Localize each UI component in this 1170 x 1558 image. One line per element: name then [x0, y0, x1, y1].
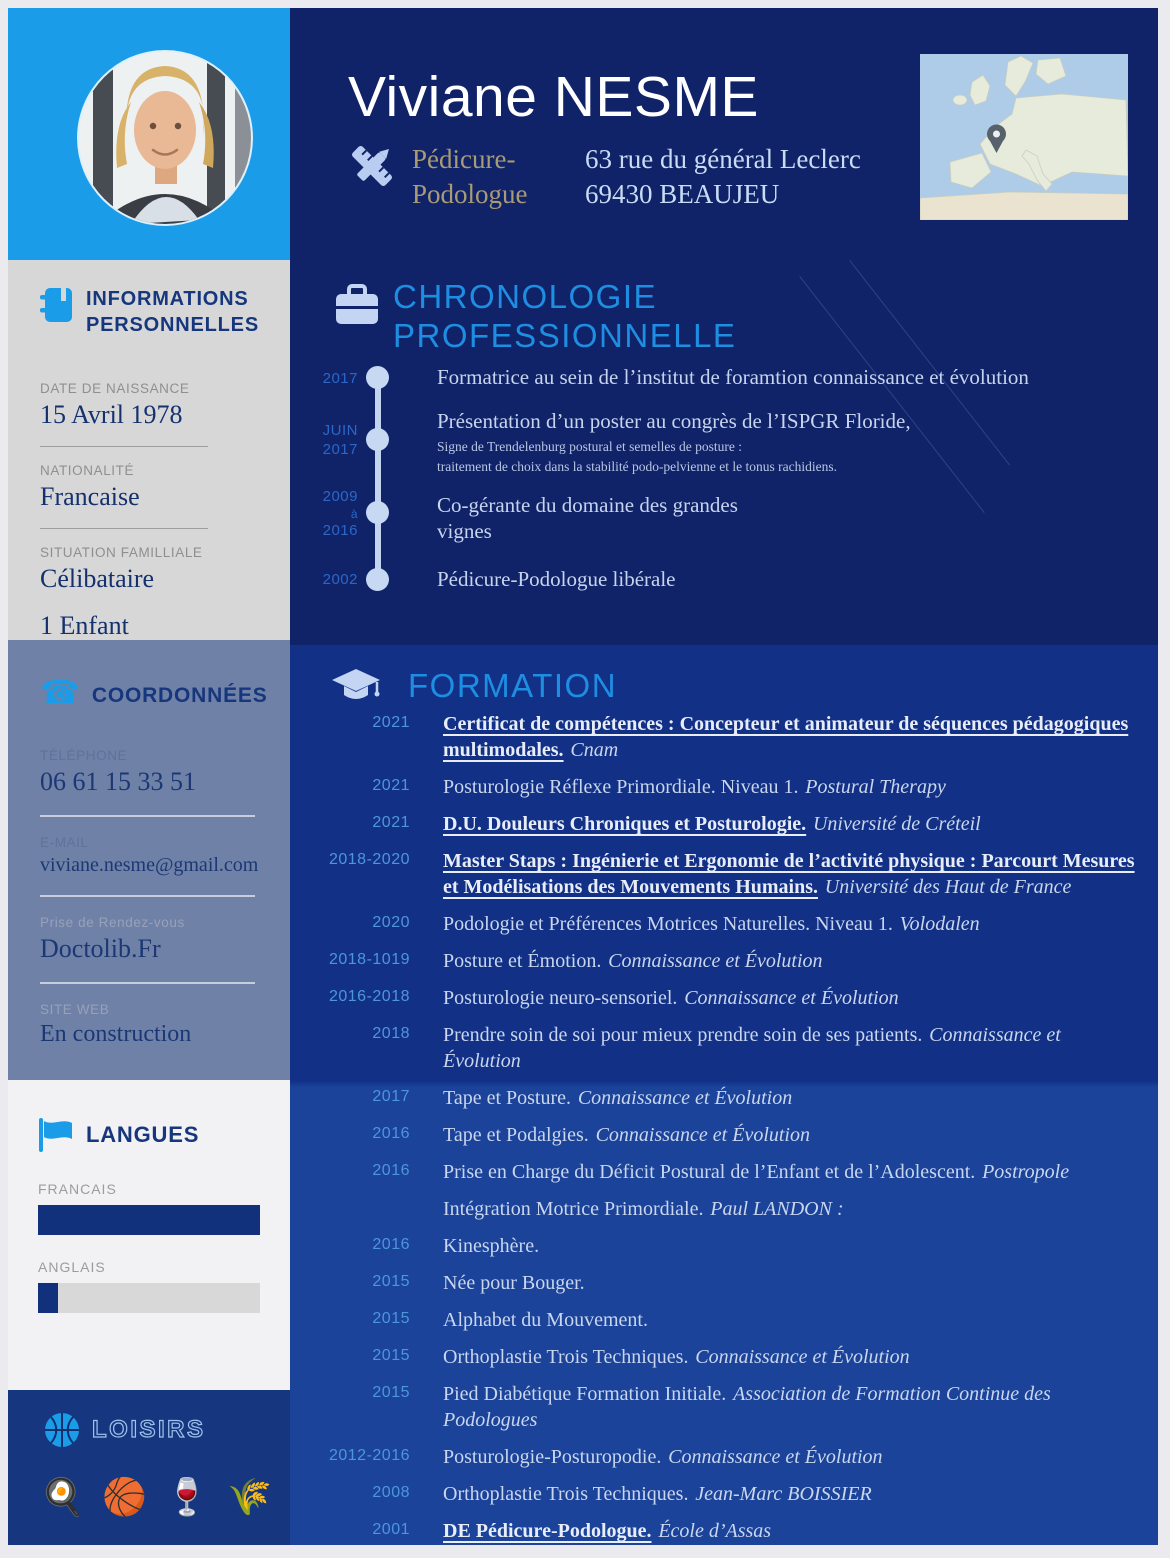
chronology-year: JUIN 2017: [322, 422, 358, 458]
booking-label: Prise de Rendez-vous: [40, 914, 185, 930]
phone-label: TÉLÉPHONE: [40, 747, 128, 763]
chronology-text: Formatrice au sein de l’institut de foramtion connaissance et évolution: [437, 365, 1029, 389]
divider: [40, 982, 255, 984]
divider: [40, 528, 208, 529]
formation-item: [323, 1196, 1135, 1222]
formation-text: Prise en Charge du Déficit Postural de l’Enfant et de l’Adolescent. Postropole: [443, 1161, 1070, 1183]
flag-icon: [38, 1118, 74, 1157]
formation-item: [323, 985, 1135, 1011]
family-label: SITUATION FAMILLIALE: [40, 545, 203, 561]
job-title: Pédicure- Podologue: [412, 144, 528, 210]
address: 63 rue du général Leclerc 69430 BEAUJEU: [585, 144, 861, 210]
cooking-icon: 🍳: [40, 1476, 85, 1517]
formation-list: [323, 711, 1135, 1544]
formation-year: 2001: [372, 1521, 410, 1538]
hobby-icons: [40, 1476, 272, 1517]
address-book-icon: [40, 286, 74, 329]
language-label-francais: FRANCAIS: [38, 1181, 117, 1197]
chronology-title: CHRONOLOGIE PROFESSIONNELLE: [393, 278, 737, 354]
email-label: E-MAIL: [40, 834, 89, 850]
timeline-dot: [366, 501, 389, 524]
nationality-label: NATIONALITÉ: [40, 462, 135, 478]
formation-text: Posture et Émotion. Connaissance et Évolution: [443, 950, 823, 972]
formation-year: 2016: [372, 1125, 410, 1142]
hobbies-panel: [8, 1390, 290, 1545]
phone-icon: ☎: [40, 674, 80, 710]
chronology-year: 2017: [322, 370, 358, 387]
formation-item: [323, 1233, 1135, 1259]
basketball-hobby-icon: 🏀: [102, 1476, 148, 1517]
formation-item: [323, 1122, 1135, 1148]
main-column: [290, 8, 1158, 1545]
formation-text: DE Pédicure-Podologue. École d’Assas: [443, 1520, 772, 1542]
family-value: Célibataire: [40, 564, 155, 594]
languages-title: LANGUES: [86, 1122, 200, 1147]
timeline-dot: [366, 366, 389, 389]
formation-year: 2016: [372, 1236, 410, 1253]
languages-panel: [8, 1080, 290, 1390]
formation-year: 2008: [372, 1484, 410, 1501]
language-level-anglais: [38, 1283, 58, 1313]
formation-text: Posturologie neuro-sensoriel. Connaissance et Évolution: [443, 987, 899, 1009]
chronology-subtext: Signe de Trendelenburg postural et semelles de posture : traitement de choix dans la stabilité podo-pelvienne et le tonus rachidiens.: [437, 439, 838, 474]
formation-text: Alphabet du Mouvement.: [443, 1309, 648, 1331]
avatar-illustration: [79, 52, 251, 224]
formation-item: [323, 948, 1135, 974]
formation-text: Née pour Bouger.: [443, 1272, 585, 1294]
formation-title: FORMATION: [408, 667, 618, 704]
formation-item: [323, 1518, 1135, 1544]
formation-text: Kinesphère.: [443, 1235, 540, 1257]
formation-text: Posturologie-Posturopodie. Connaissance et Évolution: [443, 1446, 883, 1468]
hobbies-title: LOISIRS: [92, 1416, 206, 1443]
birth-value: 15 Avril 1978: [40, 399, 183, 429]
formation-year: 2016-2018: [328, 988, 410, 1005]
chronology-year: 2002: [322, 571, 358, 588]
nationality-value: Francaise: [40, 481, 140, 511]
formation-year: 2015: [372, 1347, 410, 1364]
formation-item: [323, 848, 1135, 900]
personal-info-title: INFORMATIONS PERSONNELLES: [86, 288, 259, 337]
formation-text: Podologie et Préférences Motrices Naturelles. Niveau 1. Volodalen: [443, 913, 980, 935]
formation-item: [323, 1085, 1135, 1111]
email-value: viviane.nesme@gmail.com: [40, 853, 259, 876]
photo-panel: [8, 8, 290, 260]
graduation-cap-icon: [332, 667, 380, 712]
contact-title: COORDONNÉES: [91, 684, 268, 707]
rice-icon: 🌾: [227, 1476, 272, 1517]
birth-label: DATE DE NAISSANCE: [40, 380, 190, 396]
formation-year: 2021: [372, 777, 410, 794]
website-label: SITE WEB: [40, 1002, 110, 1018]
language-bar-francais: [38, 1205, 260, 1235]
booking-value: Doctolib.Fr: [40, 933, 161, 963]
formation-item: [323, 811, 1135, 837]
divider: [40, 815, 255, 817]
formation-year: 2018-2020: [328, 851, 410, 868]
formation-text: Certificat de compétences : Concepteur et animateur de séquences pédagogiques multimodales. Cnam: [443, 713, 1129, 761]
formation-item: [323, 1481, 1135, 1507]
formation-year: 2020: [372, 914, 410, 931]
page-title: Viviane NESME: [348, 65, 759, 129]
formation-year: 2018-1019: [328, 951, 410, 968]
formation-item: [323, 1159, 1135, 1185]
formation-item: [323, 711, 1135, 763]
formation-text: Orthoplastie Trois Techniques. Connaissance et Évolution: [443, 1346, 910, 1368]
formation-year: [323, 1196, 410, 1222]
timeline-dot: [366, 568, 389, 591]
website-value: En construction: [40, 1021, 192, 1048]
contact-panel: [8, 640, 290, 1080]
formation-item: [323, 1307, 1135, 1333]
formation-item: [323, 1270, 1135, 1296]
formation-section: [290, 645, 1158, 1545]
timeline-dot: [366, 428, 389, 451]
formation-item: [323, 774, 1135, 800]
formation-text: Posturologie Réflexe Primordiale. Niveau 1. Postural Therapy: [443, 776, 946, 798]
timeline-line: [375, 386, 381, 584]
formation-item: [323, 1444, 1135, 1470]
formation-text: Orthoplastie Trois Techniques. Jean-Marc BOISSIER: [443, 1483, 872, 1505]
chronology-text: Pédicure-Podologue libérale: [437, 567, 676, 591]
chronology-year: 2009 à 2016: [322, 488, 358, 539]
formation-year: 2017: [372, 1088, 410, 1105]
personal-info-panel: [8, 260, 290, 640]
chronology-section: [290, 260, 1158, 645]
formation-item: [323, 1344, 1135, 1370]
profile-photo: [79, 52, 251, 224]
formation-year: 2015: [372, 1384, 410, 1401]
formation-year: 2015: [372, 1273, 410, 1290]
formation-text: Tape et Posture. Connaissance et Évolution: [443, 1087, 793, 1109]
formation-item: [323, 911, 1135, 937]
language-level-francais: [38, 1205, 260, 1235]
formation-year: 2012-2016: [328, 1447, 410, 1464]
briefcase-icon: [335, 284, 379, 333]
formation-year: 2021: [372, 814, 410, 831]
formation-item: [323, 1022, 1135, 1074]
divider: [40, 446, 208, 447]
formation-text: Prendre soin de soi pour mieux prendre soin de ses patients. Connaissance et Évolution: [443, 1024, 1061, 1072]
chronology-text: Co-gérante du domaine des grandes vignes: [437, 493, 738, 544]
ruler-pencil-icon: [345, 142, 399, 201]
formation-text: Master Staps : Ingénierie et Ergonomie de l’activité physique : Parcourt Mesures et Modélisations des Mouvements Humains. Université des Haut de France: [443, 850, 1135, 898]
children-value: 1 Enfant: [40, 611, 129, 641]
language-bar-anglais: [38, 1283, 260, 1313]
phone-value: 06 61 15 33 51: [40, 766, 196, 796]
formation-item: [323, 1381, 1135, 1433]
basketball-icon: [44, 1412, 80, 1453]
formation-text: D.U. Douleurs Chroniques et Posturologie. Université de Créteil: [443, 813, 981, 835]
language-label-anglais: ANGLAIS: [38, 1259, 106, 1275]
location-map: [920, 54, 1128, 220]
formation-text: Intégration Motrice Primordiale. Paul LANDON :: [443, 1198, 844, 1220]
formation-year: 2018: [372, 1025, 410, 1042]
chronology-text: Présentation d’un poster au congrès de l’ISPGR Floride, Signe de Trendelenburg postural et semelles de posture : traitement de choix dans la stabilité podo-pelvienne et le tonus rachidiens.: [437, 408, 1137, 476]
wine-icon: 🍷: [164, 1476, 210, 1517]
divider: [40, 895, 255, 897]
formation-year: 2021: [372, 714, 410, 731]
formation-year: 2016: [372, 1162, 410, 1179]
formation-text: Pied Diabétique Formation Initiale. Association de Formation Continue des Podologues: [443, 1383, 1051, 1431]
formation-year: 2015: [372, 1310, 410, 1327]
formation-text: Tape et Podalgies. Connaissance et Évolution: [443, 1124, 810, 1146]
